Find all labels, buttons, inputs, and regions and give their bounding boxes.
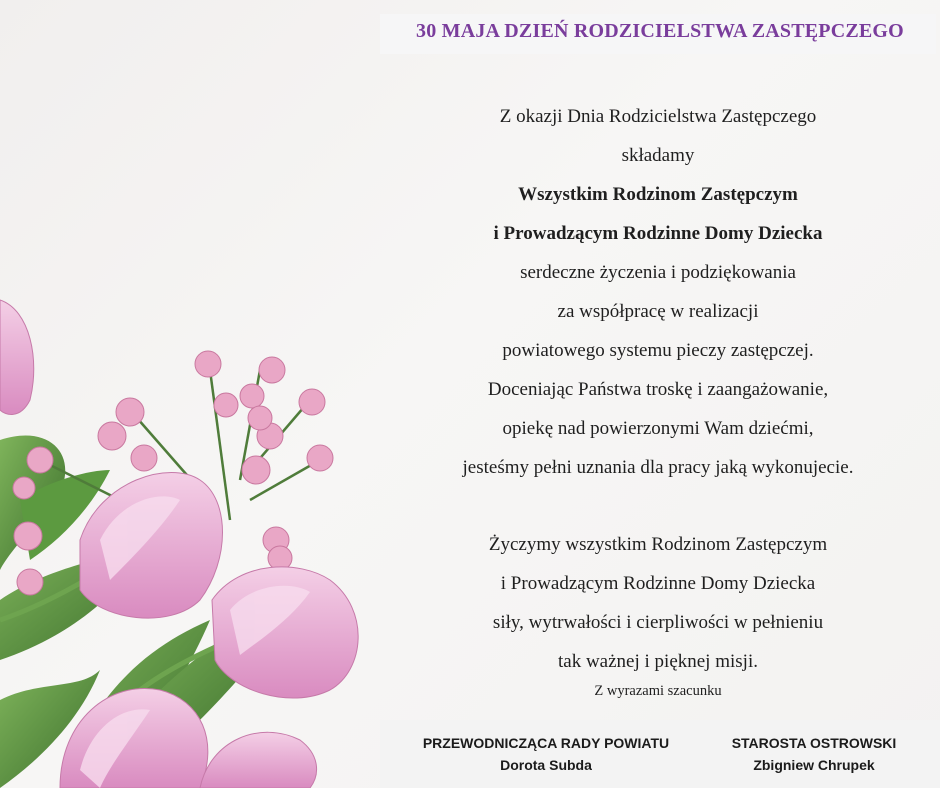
letter-line: powiatowego systemu pieczy zastępczej. xyxy=(502,340,814,361)
letter-line: jesteśmy pełni uznania dla pracy jaką wykonujecie. xyxy=(462,457,854,478)
letter-line: składamy xyxy=(621,145,695,166)
paragraph-spacer xyxy=(392,487,924,525)
letter-line-bold: Wszystkim Rodzinom Zastępczym xyxy=(518,184,798,205)
signature-name: Zbigniew Chrupek xyxy=(753,757,875,773)
signature-name: Dorota Subda xyxy=(500,757,592,773)
wish-line: i Prowadzącym Rodzinne Domy Dziecka xyxy=(500,573,816,594)
wish-line: Życzymy wszystkim Rodzinom Zastępczym xyxy=(488,534,828,555)
greeting-letter xyxy=(392,97,924,681)
wish-line: tak ważnej i pięknej misji. xyxy=(558,651,758,672)
signature-role: PRZEWODNICZĄCA RADY POWIATU xyxy=(422,735,670,751)
letter-line: opiekę nad powierzonymi Wam dziećmi, xyxy=(502,418,814,439)
letter-line: Doceniając Państwa troskę i zaangażowanie, xyxy=(487,379,829,400)
letter-line: Z okazji Dnia Rodzicielstwa Zastępczego xyxy=(499,106,817,127)
wish-line: siły, wytrwałości i cierpliwości w pełnieniu xyxy=(492,612,824,633)
signature-right xyxy=(712,732,916,776)
letter-line: za współpracę w realizacji xyxy=(557,301,759,322)
closing-phrase: Z wyrazami szacunku xyxy=(594,683,722,699)
page-title: 30 MAJA DZIEŃ RODZICIELSTWA ZASTĘPCZEGO xyxy=(416,20,904,42)
letter-line: serdeczne życzenia i podziękowania xyxy=(520,262,796,283)
signature-left xyxy=(396,732,696,776)
signature-role: STAROSTA OSTROWSKI xyxy=(731,735,897,751)
letter-line-bold: i Prowadzącym Rodzinne Domy Dziecka xyxy=(493,223,823,244)
